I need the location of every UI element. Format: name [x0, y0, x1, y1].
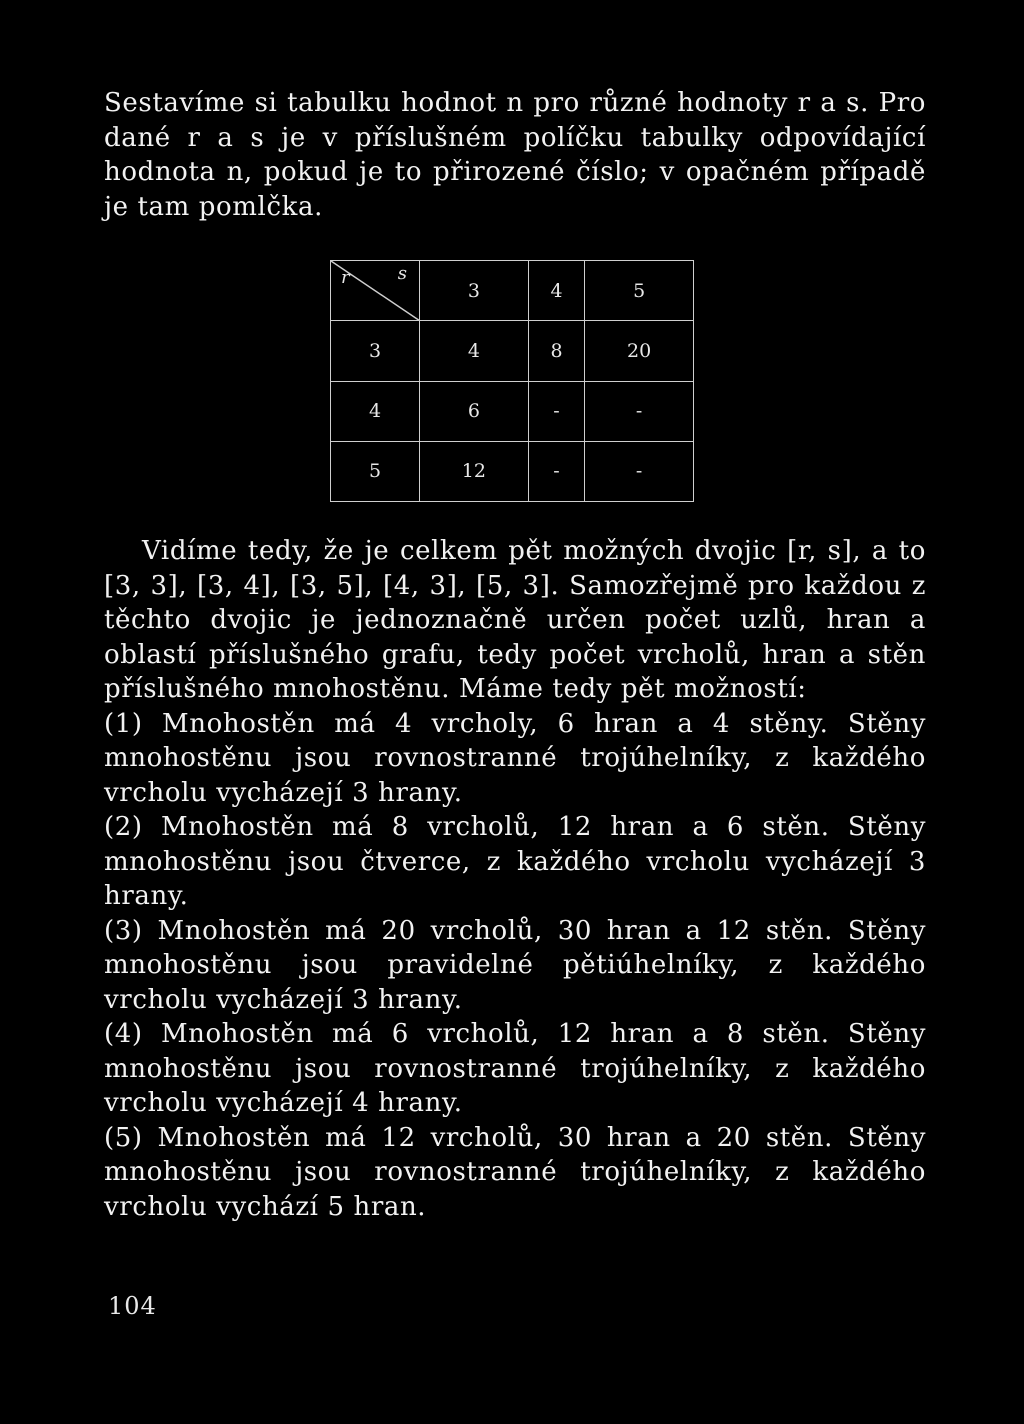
summary-paragraph: Vidíme tedy, že je celkem pět možných dvojic [r, s], a to [3, 3], [3, 4], [3, 5], [4, 3], [5, 3]. Samozřejmě pro každou z těchto dvojic je jednoznačně určen počet uzlů, hran a oblastí příslušného grafu, tedy počet vrcholů, hran a stěn příslušného mnohostěnu. Máme tedy pět možností: [104, 536, 926, 704]
list-item: (2) Mnohostěn má 8 vrcholů, 12 hran a 6 stěn. Stěny mnohostěnu jsou čtverce, z každého vrcholu vycházejí 3 hrany. [104, 812, 926, 911]
corner-col-label: s [397, 263, 407, 284]
table-cell: 4 [420, 321, 529, 381]
table-cell: 12 [420, 441, 529, 501]
table-corner-cell [331, 261, 420, 321]
row-header: 5 [331, 441, 420, 501]
table-row [331, 381, 694, 441]
table-row [331, 441, 694, 501]
table-cell: - [528, 441, 585, 501]
col-header: 5 [585, 261, 694, 321]
rs-value-table-wrapper [330, 260, 694, 502]
row-header: 4 [331, 381, 420, 441]
table-header-row [331, 261, 694, 321]
table-cell: 20 [585, 321, 694, 381]
list-item: (4) Mnohostěn má 6 vrcholů, 12 hran a 8 stěn. Stěny mnohostěnu jsou rovnostranné trojúhelníky, z každého vrcholu vycházejí 4 hrany. [104, 1019, 926, 1118]
list-item: (1) Mnohostěn má 4 vrcholy, 6 hran a 4 stěny. Stěny mnohostěnu jsou rovnostranné trojúhelníky, z každého vrcholu vycházejí 3 hrany. [104, 708, 926, 808]
col-header: 3 [420, 261, 529, 321]
table-cell: - [585, 441, 694, 501]
corner-row-label: r [341, 267, 350, 288]
intro-paragraph: Sestavíme si tabulku hodnot n pro různé hodnoty r a s. Pro dané r a s je v příslušném políčku tabulky odpovídající hodnota n, pokud je to přirozené číslo; v opačném případě je tam pomlčka. [104, 88, 926, 222]
row-header: 3 [331, 321, 420, 381]
table-cell: 6 [420, 381, 529, 441]
list-item: (3) Mnohostěn má 20 vrcholů, 30 hran a 12 stěn. Stěny mnohostěnu jsou pravidelné pětiúhelníky, z každého vrcholu vycházejí 3 hrany. [104, 915, 926, 1015]
table-cell: 8 [528, 321, 585, 381]
col-header: 4 [528, 261, 585, 321]
page-content [104, 86, 926, 1222]
table-cell: - [585, 381, 694, 441]
list-item: (5) Mnohostěn má 12 vrcholů, 30 hran a 20 stěn. Stěny mnohostěnu jsou rovnostranné trojúhelníky, z každého vrcholu vychází 5 hran. [104, 1122, 926, 1222]
results-section [104, 534, 926, 1224]
page-number: 104 [108, 1292, 157, 1320]
table-row [331, 321, 694, 381]
table-cell: - [528, 381, 585, 441]
rs-value-table [330, 260, 694, 502]
